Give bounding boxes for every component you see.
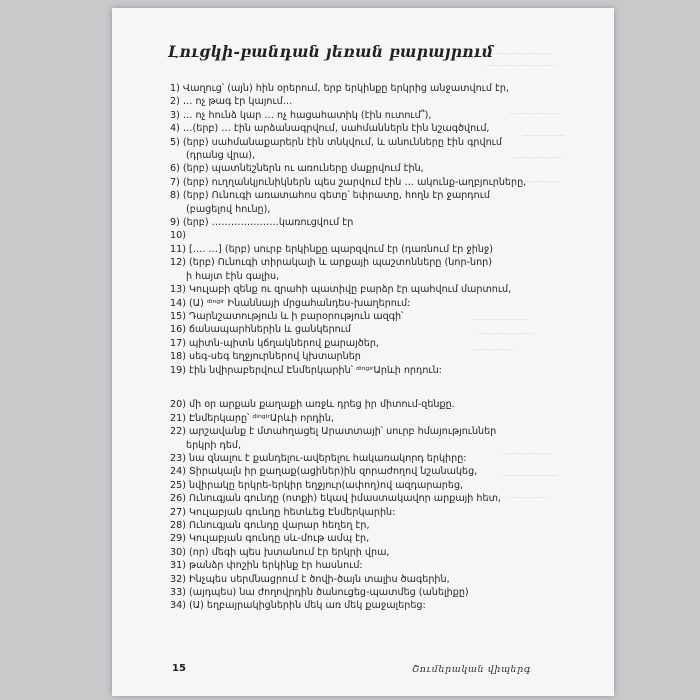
verse-line: 29) Կուլաբյան գունդը սև-մութ ամպ էր, bbox=[170, 533, 370, 545]
verse-line: 7) (երբ) ուղղանկյունիկներն պես շարվում էին … ակունք-աղբյուրները, bbox=[170, 176, 527, 188]
verse-line: 31) թանձր փոշին երկինք էր հասնում: bbox=[170, 560, 363, 572]
verse-line: 6) (երբ) պատնեշներն ու առուները մաքրվում էին, bbox=[170, 163, 424, 175]
verse-line: 24) Տիրակալն իր քաղաք(ացիներ)ին զորաժողով նշանակեց, bbox=[170, 466, 478, 478]
verse-lines bbox=[170, 82, 600, 613]
verse-line: 15) Դարնշատություն և ի բարօրություն ազգի՝ bbox=[170, 310, 404, 322]
verse-line: 10) bbox=[170, 230, 186, 242]
verse-line: 16) ճանապարհներին և ցանկերում bbox=[170, 324, 352, 336]
verse-line: 34) (Ա) եղբայրակիցներին մեկ առ մեկ քաջալերեց: bbox=[170, 600, 426, 612]
verse-line: 2) … ոչ թագ էր կայում… bbox=[170, 96, 293, 108]
verse-line: 20) մի օր արքան քաղաքի առջև դրեց իր միտում-զենքը. bbox=[170, 399, 455, 411]
verse-line: 5) (երբ) սահմանաքարերն էին տնկվում, և անունները էին գրվում bbox=[170, 136, 502, 148]
verse-line: 23) նա զնալու է քանդելու-ավերելու հակառակորդ երկիրը: bbox=[170, 452, 467, 464]
stanza-break bbox=[170, 377, 600, 390]
verse-line: 3) … ոչ հունձ կար … ոչ հացահատիկ (էին ուտում՞), bbox=[170, 109, 432, 121]
verse-line: (դրանց վրա), bbox=[186, 150, 256, 162]
verse-line: երկրի դեմ, bbox=[186, 439, 242, 451]
page-title: Լուցկի-բանդան յեռան բարայրում bbox=[168, 42, 494, 61]
book-page bbox=[112, 8, 614, 696]
verse-line: 13) Կուլաբի զենք ու զրահի պատիվը բարձր էր պահվում մարտում, bbox=[170, 284, 512, 296]
verse-line: 26) Ունուգյան գունդը (ոտքի) եկավ իմաստակավոր արքայի հետ, bbox=[170, 493, 501, 505]
page-number: 15 bbox=[172, 663, 186, 674]
verse-line: 33) (այդպես) նա ժողովրդին ծանուցեց-պատմեց (անելիքը) bbox=[170, 587, 469, 599]
verse-line: 30) (որ) մեգի պես խտանում էր երկրի վրա, bbox=[170, 546, 390, 558]
verse-line: 27) Կուլաբյան գունդը հետևեց Էնմերկարին: bbox=[170, 506, 396, 518]
bleed-through-text: …………………………… ………………………… ………………… ……………… ………………… ……………… …………………… …………………… ……………… ………………… …………………… ……………… bbox=[472, 48, 564, 500]
running-title: Շումերական վիպերգ bbox=[412, 664, 532, 675]
verse-line: 17) պիտն-պիտն կճղակներով քարայծեր, bbox=[170, 337, 379, 349]
verse-line: 1) Վաղուց՝ (այն) հին օրերում, երբ երկինքը երկրից անջատվում էր, bbox=[170, 83, 510, 94]
verse-line: 8) (երբ) Ունուգի առատահոս գետը՝ եփրատը, հողն էր ջարդում bbox=[170, 190, 490, 202]
verse-line: 14) (Ա) ᵈⁱⁿᵍⁱʳ Ինաննայի մրցահանդես-խաղերում: bbox=[170, 297, 411, 309]
verse-line: ի հայտ էին գալիս, bbox=[186, 270, 280, 282]
verse-line: 22) արշավանք է մտահղացել Արատտայի՝ սուրբ հմայություններ bbox=[170, 426, 497, 438]
verse-line: 9) (երբ) …………………կառուցվում էր bbox=[170, 217, 354, 229]
verse-line: 25) նվիրակը երկրե-երկիր եղջյուր(ափող)ով ազդարարեց, bbox=[170, 479, 464, 491]
verse-line: 18) սեգ-սեգ եղջյուրներով կխտարներ bbox=[170, 351, 361, 363]
verse-line: 32) Ինչպես սերմնացրում է ծովի-ծայն տալիս ծագերին, bbox=[170, 573, 450, 585]
verse-line: 21) Էնմերկարը՝ ᵈⁱⁿᵍⁱʳԱրևի որդին, bbox=[170, 412, 334, 424]
verse-line: 4) …(երբ) … էին արձանագրվում, սահմաններն էին նշագծվում, bbox=[170, 123, 490, 135]
verse-line: 11) […. …] (երբ) սուրբ երկինքը պարզվում էր (դառնում էր ջինջ) bbox=[170, 243, 494, 255]
verse-line: 12) (երբ) Ունուգի տիրակալի և արքայի պաշտոնները (նոր-նոր) bbox=[170, 257, 492, 269]
verse-line: 28) Ունուգյան գունդը վարար հեղեղ էր, bbox=[170, 519, 370, 531]
verse-line: 19) էին նվիրաբերվում Էնմերկարին՝ ᵈⁱⁿᵍⁱʳԱրևի որդուն: bbox=[170, 364, 442, 376]
verse-line: (բացելով հունը), bbox=[186, 203, 271, 215]
